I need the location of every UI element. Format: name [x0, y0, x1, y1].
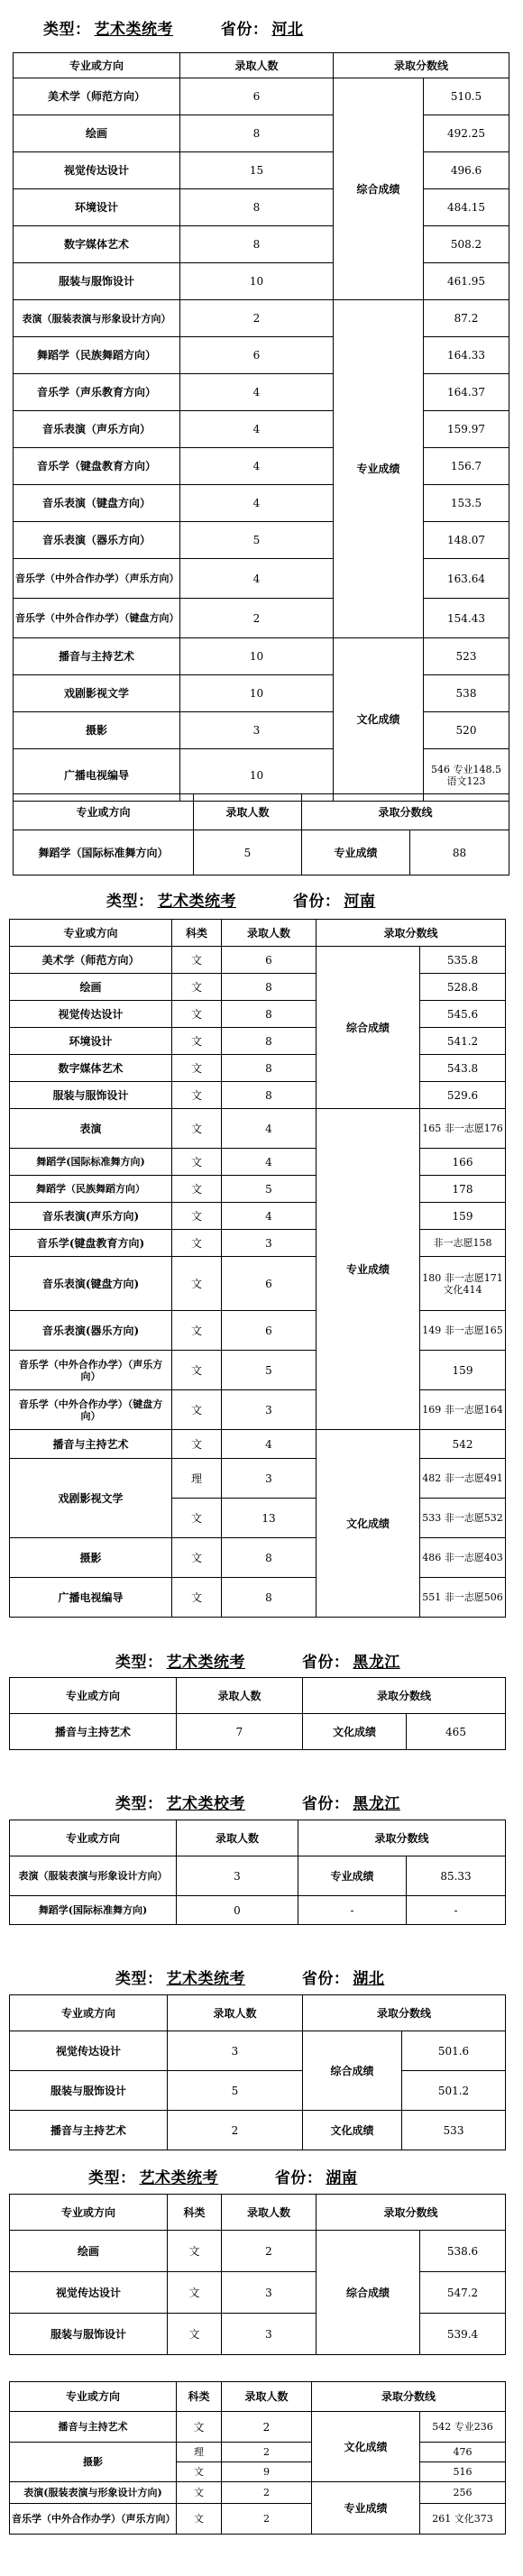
count-cell: 8 — [222, 974, 317, 1001]
major-cell: 摄影 — [10, 2443, 177, 2482]
heilongjiang-school-table — [9, 1820, 506, 1925]
count-cell: 2 — [222, 2231, 317, 2272]
score-type-cell: 专业成绩 — [317, 1109, 420, 1430]
major-cell: 美术学（师范方向） — [10, 947, 172, 974]
count-cell: 6 — [222, 1311, 317, 1351]
major-cell: 播音与主持艺术 — [10, 2412, 177, 2443]
score-type-cell: 文化成绩 — [303, 1714, 407, 1750]
score-cell: 508.2 — [424, 226, 509, 263]
major-cell: 音乐学(键盘教育方向) — [10, 1230, 172, 1257]
count-cell: 10 — [180, 263, 334, 300]
major-cell: 表演 — [10, 1109, 172, 1149]
header-score: 录取分数线 — [303, 1678, 506, 1714]
score-type-cell: 文化成绩 — [334, 638, 424, 802]
cat-cell: 文 — [172, 1230, 222, 1257]
count-cell: 2 — [222, 2443, 312, 2462]
major-cell: 表演（服装表演与形象设计方向） — [10, 1856, 177, 1896]
score-cell: 484.15 — [424, 189, 509, 226]
header-score: 录取分数线 — [298, 1820, 506, 1856]
major-cell: 舞蹈学(国际标准舞方向) — [10, 1896, 177, 1925]
header-major: 专业或方向 — [10, 920, 172, 947]
count-cell: 8 — [180, 189, 334, 226]
major-cell: 视觉传达设计 — [14, 152, 180, 189]
count-cell: 5 — [168, 2071, 303, 2111]
count-cell: 6 — [180, 78, 334, 115]
count-cell: 4 — [180, 448, 334, 485]
major-cell: 音乐表演(器乐方向) — [10, 1311, 172, 1351]
count-cell: 5 — [180, 522, 334, 559]
major-cell: 数字媒体艺术 — [10, 1055, 172, 1082]
count-cell: 4 — [222, 1109, 317, 1149]
count-cell: 4 — [180, 374, 334, 411]
count-cell: 4 — [180, 411, 334, 448]
score-cell: 461.95 — [424, 263, 509, 300]
major-cell: 服装与服饰设计 — [14, 263, 180, 300]
score-cell: 165 非一志愿176 — [420, 1109, 506, 1149]
major-cell: 舞蹈学（国际标准舞方向） — [14, 830, 194, 875]
major-cell: 舞蹈学（民族舞蹈方向） — [10, 1176, 172, 1203]
major-cell: 戏剧影视文学 — [14, 675, 180, 712]
score-cell: 523 — [424, 638, 509, 675]
header-count: 录取人数 — [177, 1820, 298, 1856]
header-major: 专业或方向 — [10, 2382, 177, 2412]
count-cell: 3 — [168, 2031, 303, 2071]
major-cell: 环境设计 — [10, 1028, 172, 1055]
major-cell: 舞蹈学（民族舞蹈方向） — [14, 337, 180, 374]
score-cell: 148.07 — [424, 522, 509, 559]
count-cell: 10 — [180, 675, 334, 712]
count-cell: 8 — [222, 1538, 317, 1578]
count-cell: 2 — [180, 300, 334, 337]
score-cell: 486 非一志愿403 — [420, 1538, 506, 1578]
score-cell: 非一志愿158 — [420, 1230, 506, 1257]
score-cell: 501.6 — [402, 2031, 506, 2071]
cat-cell: 文 — [177, 2412, 222, 2443]
count-cell: 8 — [222, 1578, 317, 1618]
major-cell: 音乐学（中外合作办学）（键盘方向） — [10, 1390, 172, 1430]
header-major: 专业或方向 — [10, 1995, 168, 2031]
score-cell: - — [407, 1896, 506, 1925]
major-cell: 音乐表演(键盘方向) — [10, 1257, 172, 1311]
score-cell: 547.2 — [420, 2272, 506, 2314]
score-cell: 516 — [420, 2462, 506, 2482]
score-cell: 465 — [407, 1714, 506, 1750]
major-cell: 音乐学（中外合作办学）（键盘方向） — [14, 599, 180, 638]
score-cell: 538 — [424, 675, 509, 712]
count-cell: 6 — [222, 1257, 317, 1311]
score-cell: 261 文化373 — [420, 2504, 506, 2535]
header-score: 录取分数线 — [303, 1995, 506, 2031]
score-cell: 543.8 — [420, 1055, 506, 1082]
henan-table — [9, 919, 506, 1618]
score-cell: 528.8 — [420, 974, 506, 1001]
score-type-cell: 文化成绩 — [303, 2111, 402, 2150]
major-cell: 音乐表演（键盘方向） — [14, 485, 180, 522]
count-cell: 3 — [222, 1230, 317, 1257]
hunan-table — [9, 2194, 506, 2355]
major-cell: 舞蹈学(国际标准舞方向) — [10, 1149, 172, 1176]
score-cell: 510.5 — [424, 78, 509, 115]
major-cell: 绘画 — [14, 115, 180, 152]
major-cell: 摄影 — [14, 712, 180, 749]
score-cell: 180 非一志愿171 文化414 — [420, 1257, 506, 1311]
score-cell: 166 — [420, 1149, 506, 1176]
major-cell: 数字媒体艺术 — [14, 226, 180, 263]
header-count: 录取人数 — [222, 920, 317, 947]
major-cell: 环境设计 — [14, 189, 180, 226]
score-type-cell: 专业成绩 — [302, 830, 410, 875]
score-cell: 164.37 — [424, 374, 509, 411]
count-cell: 15 — [180, 152, 334, 189]
count-cell: 6 — [180, 337, 334, 374]
count-cell: 10 — [180, 749, 334, 802]
header-major: 专业或方向 — [14, 794, 194, 830]
major-cell: 音乐表演(声乐方向) — [10, 1203, 172, 1230]
score-type-cell: 文化成绩 — [317, 1430, 420, 1618]
major-cell: 视觉传达设计 — [10, 2272, 168, 2314]
cat-cell: 文 — [172, 947, 222, 974]
score-cell: 153.5 — [424, 485, 509, 522]
score-cell: 492.25 — [424, 115, 509, 152]
count-cell: 2 — [222, 2504, 312, 2535]
score-cell: 163.64 — [424, 559, 509, 599]
score-cell: 546 专业148.5 语文123 — [424, 749, 509, 802]
cat-cell: 文 — [172, 1082, 222, 1109]
count-cell: 8 — [222, 1001, 317, 1028]
section-title-hubei: 类型： 艺术类统考 省份： 湖北 — [115, 1970, 385, 1988]
count-cell: 13 — [222, 1499, 317, 1538]
major-cell: 视觉传达设计 — [10, 1001, 172, 1028]
header-major: 专业或方向 — [14, 53, 180, 78]
score-cell: 164.33 — [424, 337, 509, 374]
score-cell: 159 — [420, 1203, 506, 1230]
header-count: 录取人数 — [194, 794, 302, 830]
hubei-table — [9, 1994, 506, 2150]
major-cell: 绘画 — [10, 2231, 168, 2272]
cat-cell: 文 — [168, 2314, 222, 2355]
count-cell: 4 — [180, 559, 334, 599]
score-cell: 156.7 — [424, 448, 509, 485]
header-cat: 科类 — [168, 2195, 222, 2231]
major-cell: 音乐学（中外合作办学）（声乐方向） — [10, 2504, 177, 2535]
count-cell: 2 — [222, 2412, 312, 2443]
count-cell: 3 — [222, 2314, 317, 2355]
major-cell: 摄影 — [10, 1538, 172, 1578]
score-cell: 541.2 — [420, 1028, 506, 1055]
cat-cell: 文 — [172, 1149, 222, 1176]
score-type-cell: 综合成绩 — [303, 2031, 402, 2111]
count-cell: 3 — [222, 2272, 317, 2314]
major-cell: 播音与主持艺术 — [10, 1430, 172, 1459]
major-cell: 广播电视编导 — [10, 1578, 172, 1618]
major-cell: 播音与主持艺术 — [14, 638, 180, 675]
major-cell: 音乐学（中外合作办学）（声乐方向） — [10, 1351, 172, 1390]
cat-cell: 理 — [177, 2443, 222, 2462]
score-cell: 501.2 — [402, 2071, 506, 2111]
major-cell: 广播电视编导 — [14, 749, 180, 802]
cat-cell: 文 — [172, 1001, 222, 1028]
score-type-cell: 文化成绩 — [312, 2412, 420, 2482]
score-cell: 535.8 — [420, 947, 506, 974]
score-cell: 551 非一志愿506 — [420, 1578, 506, 1618]
cat-cell: 文 — [177, 2504, 222, 2535]
cat-cell: 文 — [172, 1390, 222, 1430]
major-cell: 表演（服装表演与形象设计方向） — [14, 300, 180, 337]
count-cell: 3 — [177, 1856, 298, 1896]
cat-cell: 理 — [172, 1459, 222, 1499]
score-cell: 545.6 — [420, 1001, 506, 1028]
major-cell: 服装与服饰设计 — [10, 1082, 172, 1109]
section-title-henan: 类型： 艺术类统考 省份： 河南 — [106, 893, 376, 911]
cat-cell: 文 — [172, 1311, 222, 1351]
major-cell: 表演(服装表演与形象设计方向) — [10, 2482, 177, 2504]
count-cell: 0 — [177, 1896, 298, 1925]
cat-cell: 文 — [172, 1430, 222, 1459]
header-score: 录取分数线 — [334, 53, 509, 78]
header-major: 专业或方向 — [10, 2195, 168, 2231]
cat-cell: 文 — [172, 1109, 222, 1149]
hunan-table-2 — [9, 2381, 506, 2535]
header-cat: 科类 — [177, 2382, 222, 2412]
score-cell: 533 — [402, 2111, 506, 2150]
cat-cell: 文 — [172, 1055, 222, 1082]
cat-cell: 文 — [172, 1028, 222, 1055]
count-cell: 4 — [222, 1149, 317, 1176]
major-cell: 音乐学（键盘教育方向） — [14, 448, 180, 485]
cat-cell: 文 — [172, 1203, 222, 1230]
count-cell: 8 — [222, 1028, 317, 1055]
count-cell: 5 — [222, 1351, 317, 1390]
score-type-cell: 综合成绩 — [317, 947, 420, 1109]
score-cell: 542 专业236 — [420, 2412, 506, 2443]
section-title-hebei: 类型： 艺术类统考 省份： 河北 — [43, 21, 304, 39]
cat-cell: 文 — [172, 1351, 222, 1390]
header-score: 录取分数线 — [312, 2382, 506, 2412]
header-major: 专业或方向 — [10, 1820, 177, 1856]
header-score: 录取分数线 — [317, 2195, 506, 2231]
score-cell: 88 — [410, 830, 509, 875]
count-cell: 4 — [180, 485, 334, 522]
score-cell: 529.6 — [420, 1082, 506, 1109]
count-cell: 2 — [180, 599, 334, 638]
score-cell: 476 — [420, 2443, 506, 2462]
major-cell: 绘画 — [10, 974, 172, 1001]
score-cell: 538.6 — [420, 2231, 506, 2272]
heilongjiang-unified-table — [9, 1677, 506, 1750]
score-cell: 482 非一志愿491 — [420, 1459, 506, 1499]
score-type-cell: 综合成绩 — [317, 2231, 420, 2355]
score-cell: 154.43 — [424, 599, 509, 638]
count-cell: 2 — [222, 2482, 312, 2504]
section-title-heilongjiang-unified: 类型： 艺术类统考 省份： 黑龙江 — [115, 1654, 400, 1672]
hebei-subtable — [13, 793, 509, 875]
score-cell: 520 — [424, 712, 509, 749]
count-cell: 8 — [222, 1055, 317, 1082]
score-cell: 539.4 — [420, 2314, 506, 2355]
count-cell: 5 — [222, 1176, 317, 1203]
cat-cell: 文 — [172, 1176, 222, 1203]
score-cell: 169 非一志愿164 — [420, 1390, 506, 1430]
cat-cell: 文 — [177, 2462, 222, 2482]
header-count: 录取人数 — [222, 2195, 317, 2231]
header-count: 录取人数 — [168, 1995, 303, 2031]
count-cell: 3 — [180, 712, 334, 749]
cat-cell: 文 — [172, 974, 222, 1001]
count-cell: 6 — [222, 947, 317, 974]
major-cell: 美术学（师范方向） — [14, 78, 180, 115]
score-cell: 85.33 — [407, 1856, 506, 1896]
count-cell: 2 — [168, 2111, 303, 2150]
major-cell: 视觉传达设计 — [10, 2031, 168, 2071]
cat-cell: 文 — [172, 1578, 222, 1618]
major-cell: 播音与主持艺术 — [10, 1714, 177, 1750]
cat-cell: 文 — [168, 2272, 222, 2314]
cat-cell: 文 — [172, 1538, 222, 1578]
count-cell: 8 — [180, 115, 334, 152]
major-cell: 服装与服饰设计 — [10, 2314, 168, 2355]
header-count: 录取人数 — [180, 53, 334, 78]
score-cell: 178 — [420, 1176, 506, 1203]
header-count: 录取人数 — [177, 1678, 303, 1714]
major-cell: 播音与主持艺术 — [10, 2111, 168, 2150]
major-cell: 音乐学（中外合作办学）（声乐方向） — [14, 559, 180, 599]
major-cell: 戏剧影视文学 — [10, 1459, 172, 1538]
major-cell: 音乐表演（声乐方向） — [14, 411, 180, 448]
cat-cell: 文 — [177, 2482, 222, 2504]
cat-cell: 文 — [172, 1499, 222, 1538]
count-cell: 9 — [222, 2462, 312, 2482]
hebei-table — [13, 52, 509, 802]
count-cell: 7 — [177, 1714, 303, 1750]
count-cell: 4 — [222, 1203, 317, 1230]
count-cell: 3 — [222, 1459, 317, 1499]
section-title-heilongjiang-school: 类型： 艺术类校考 省份： 黑龙江 — [115, 1795, 400, 1813]
score-cell: 533 非一志愿532 — [420, 1499, 506, 1538]
header-major: 专业或方向 — [10, 1678, 177, 1714]
header-count: 录取人数 — [222, 2382, 312, 2412]
major-cell: 音乐表演（器乐方向） — [14, 522, 180, 559]
score-cell: 256 — [420, 2482, 506, 2504]
count-cell: 8 — [222, 1082, 317, 1109]
score-cell: 542 — [420, 1430, 506, 1459]
count-cell: 5 — [194, 830, 302, 875]
count-cell: 3 — [222, 1390, 317, 1430]
score-type-cell: - — [298, 1896, 407, 1925]
header-score: 录取分数线 — [317, 920, 506, 947]
cat-cell: 文 — [172, 1257, 222, 1311]
header-score: 录取分数线 — [302, 794, 509, 830]
major-cell: 音乐学（声乐教育方向） — [14, 374, 180, 411]
score-type-cell: 专业成绩 — [334, 300, 424, 638]
score-type-cell: 综合成绩 — [334, 78, 424, 300]
major-cell: 服装与服饰设计 — [10, 2071, 168, 2111]
score-type-cell: 专业成绩 — [298, 1856, 407, 1896]
count-cell: 8 — [180, 226, 334, 263]
score-cell: 159.97 — [424, 411, 509, 448]
score-cell: 87.2 — [424, 300, 509, 337]
score-cell: 159 — [420, 1351, 506, 1390]
cat-cell: 文 — [168, 2231, 222, 2272]
count-cell: 10 — [180, 638, 334, 675]
score-cell: 496.6 — [424, 152, 509, 189]
header-cat: 科类 — [172, 920, 222, 947]
count-cell: 4 — [222, 1430, 317, 1459]
section-title-hunan: 类型： 艺术类统考 省份： 湖南 — [88, 2169, 358, 2187]
score-type-cell: 专业成绩 — [312, 2482, 420, 2535]
score-cell: 149 非一志愿165 — [420, 1311, 506, 1351]
